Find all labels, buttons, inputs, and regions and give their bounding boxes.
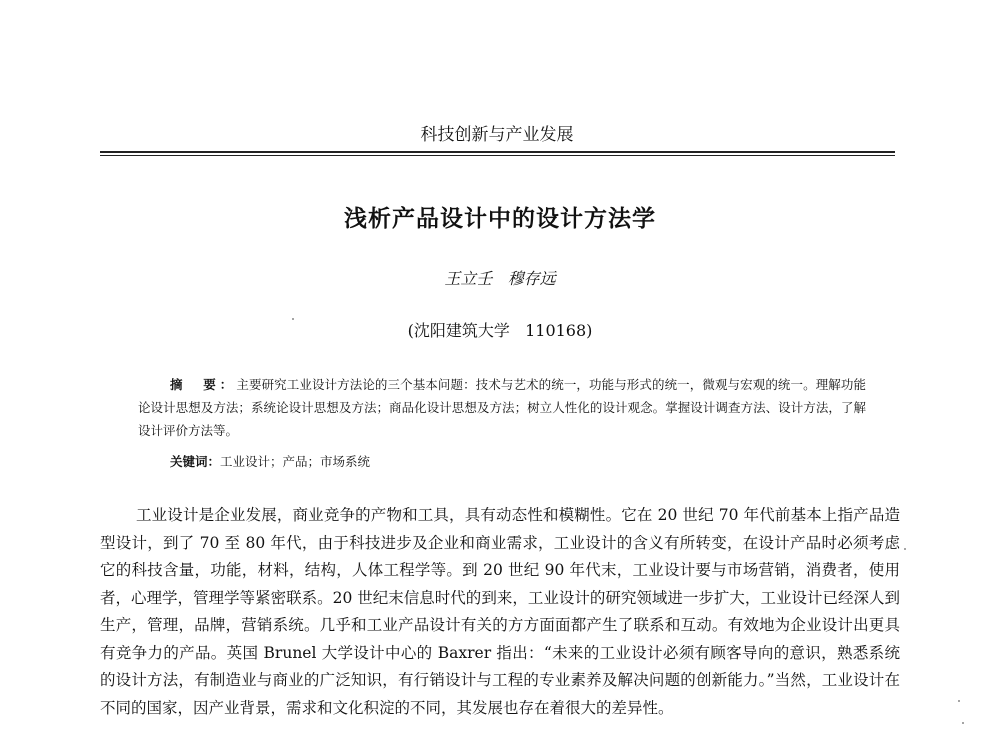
abstract-text: 主要研究工业设计方法论的三个基本问题：技术与艺术的统一，功能与形式的统一，微观与宏观的统一。理解功能论设计思想及方法；系统论设计思想及方法；商品化设计思想及方法；树立人性化的设计观念。掌握设计调查方法、设计方法，了解设计评价方法等。 [138, 377, 866, 438]
column-header: 科技创新与产业发展 [420, 125, 574, 145]
article-authors: 王立壬 穆存远 [444, 269, 556, 288]
abstract [138, 373, 866, 442]
scan-speck [292, 318, 294, 320]
scan-speck [962, 722, 964, 724]
header-rule-thin [100, 155, 895, 156]
keywords-text: 工业设计；产品；市场系统 [220, 454, 371, 469]
scan-speck [904, 548, 906, 550]
keywords [170, 452, 870, 472]
abstract-label: 摘 要： [170, 377, 237, 392]
article-title: 浅析产品设计中的设计方法学 [344, 206, 656, 232]
header-rule-thick [100, 151, 895, 153]
scan-speck [958, 700, 960, 702]
article-affiliation: (沈阳建筑大学 110168) [407, 321, 593, 340]
keywords-label: 关键词： [170, 454, 221, 469]
body-paragraph: 工业设计是企业发展，商业竞争的产物和工具，具有动态性和模糊性。它在 20 世纪 70 年代前基本上指产品造型设计，到了 70 至 80 年代，由于科技进步及企业和商业需求，工业设计的含义有所转变，在设计产品时必须考虑它的科技含量，功能，材料，结构，人体工程学等。到 20 世纪 90 年代末，工业设计要与市场营销，消费者，使用者，心理学，管理学等紧密联系。20 世纪末信息时代的到来，工业设计的研究领域进一步扩大，工业设计已经深人到生产，管理，品牌，营销系统。几乎和工业产品设计有关的方方面面都产生了联系和互动。有效地为企业设计出更具有竞争力的产品。英国 Brunel 大学设计中心的 Baxrer 指出：“未来的工业设计必须有顾客导向的意识，熟悉系统的设计方法，有制造业与商业的广泛知识，有行销设计与工程的专业素养及解决问题的创新能力。”当然，工业设计在不同的国家，因产业背景，需求和文化积淀的不同，其发展也存在着很大的差异性。 [100, 506, 900, 717]
body-text [100, 502, 900, 722]
